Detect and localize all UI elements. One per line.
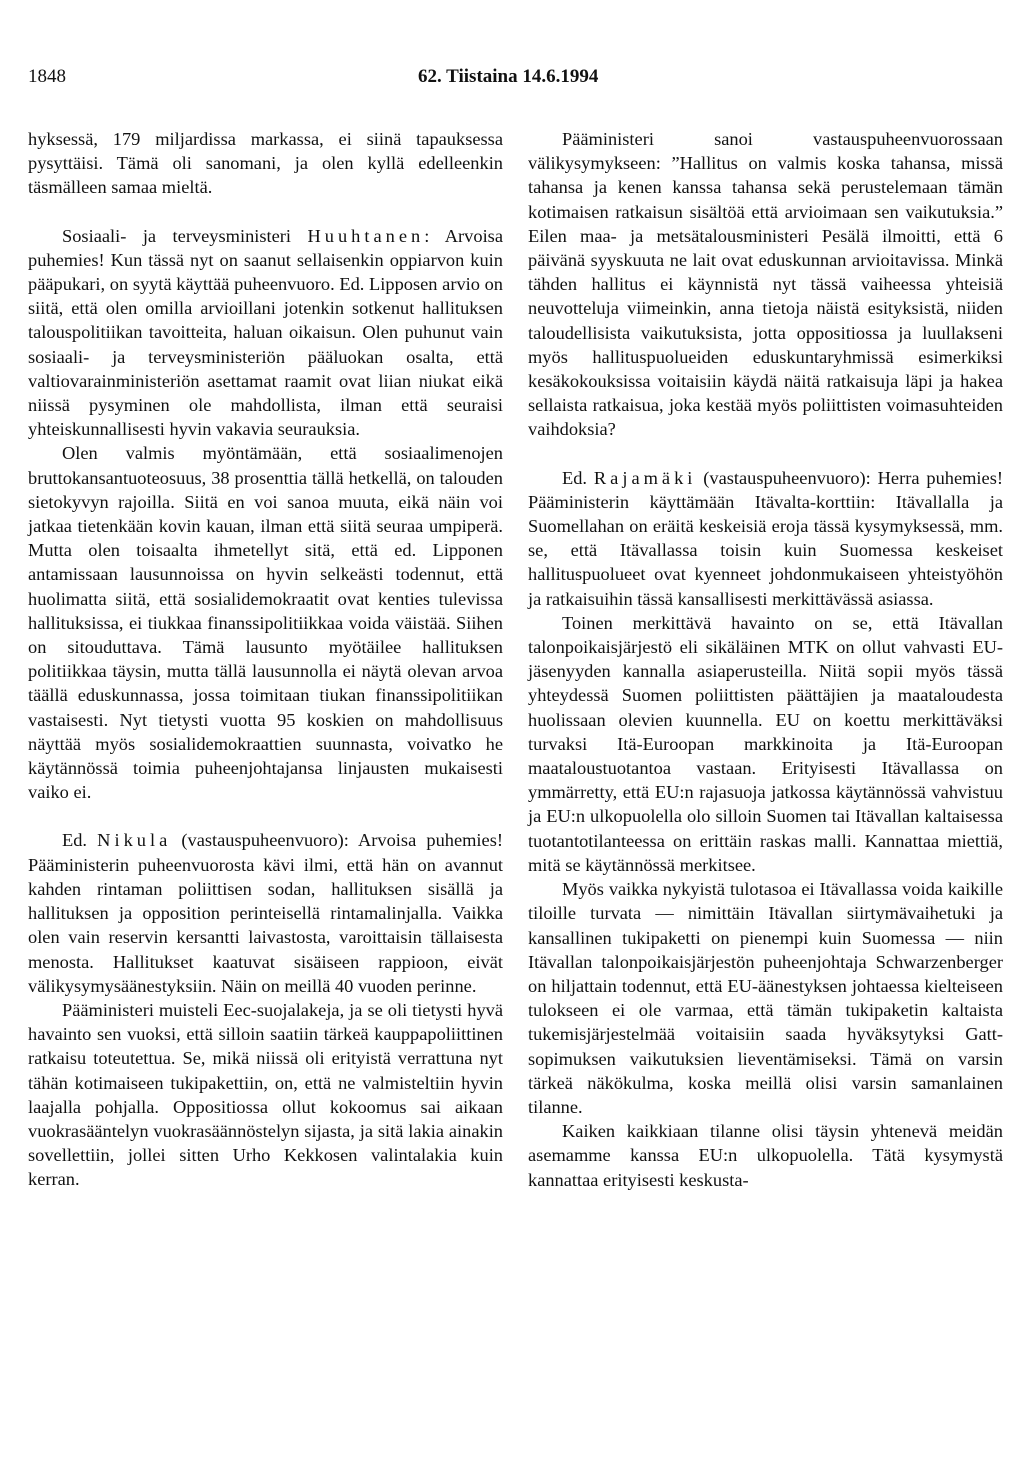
speaker-title: Ed. <box>62 830 88 851</box>
session-title: 62. Tiistaina 14.6.1994 <box>418 66 599 87</box>
speech-text: (vastauspuheenvuoro): Arvoisa puhemies! Pääministerin puheenvuorosta kävi ilmi, että hän on avannut kahden rintaman poliittisen sodan, hallituksen sisällä ja hallituksen ja opposition perinteisellä rintamalinjalla. Vaikka olen vain reservin kersantti laivastosta, varoittaisin tällaisesta menosta. Hallitukset kaatuvat sisäiseen rappioon, eivät välikysymysäänestyksiin. Näin on meillä 40 vuoden perinne. <box>28 830 503 996</box>
paragraph: Kaiken kaikkiaan tilanne olisi täysin yhtenevä meidän asemamme kanssa EU:n ulkopuolella. Tätä kysymystä kannattaa erityisesti keskusta- <box>528 1121 1003 1190</box>
speech-paragraph <box>528 466 1003 611</box>
paragraph: hyksessä, 179 miljardissa markassa, ei siinä tapauksessa pysyttäisi. Tämä oli sanomani, ja olen kyllä edelleenkin täsmälleen samaa mieltä. <box>28 129 503 198</box>
speaker-name: Huuhtanen <box>307 225 425 246</box>
paragraph: Olen valmis myöntämään, että sosiaalimenojen bruttokansantuoteosuus, 38 prosenttia tällä hetkellä, on talouden sietokyvyn rajoilla. Siitä en voi sanoa muuta, eikä näin voi jatkaa tietenkään kovin kauan, ilman että siitä seuraa umpiperä. Mutta olen toisaalta ihmetellyt sitä, että ed. Lipponen antamissaan lausunnoissa on hyvin selkeästi todennut, että huolimatta siitä, että sosialidemokraatit ovat kenties tulevissa hallituksissa, ei tiukkaa finanssipolitiikkaa voida väistää. Siihen on sitouduttava. Tämä lausunto myötäilee hallituksen politiikkaa täysin, mutta tällä lausunnolla ei näytä olevan arvoa täällä eduskunnassa, jossa toimitaan tiukan finanssipolitiikan vastaisesti. Nyt tietysti vuotta 95 koskien on mahdollisuus näyttää myös sosialidemokraattien suunnasta, voivatko he käytännössä toimia puheenjohtajansa linjausten mukaisesti vaiko ei. <box>28 443 503 803</box>
speaker-name: Nikula <box>97 830 172 851</box>
left-column <box>28 127 503 1192</box>
page-header <box>28 66 1006 94</box>
page-number: 1848 <box>28 66 66 87</box>
paragraph: Myös vaikka nykyistä tulotasoa ei Itävallassa voida kaikille tiloille turvata — nimittäin Itävallan siirtymävaihetuki ja kansallinen tukipaketti on pienempi kuin Suomessa — niin Itävallan talonpoikaisjärjestön puheenjohtaja Schwarzenberger on hiljattain todennut, että EU-äänestyksen johtaessa kielteiseen tulokseen ei ole varmaa, että tämän tukipaketin kaltaista tukemisjärjestelmää voitaisiin saada hyväksytyksi Gatt-sopimuksen vaikutuksien lieventämiseksi. Tämä on varsin tärkeä näkökulma, koska meillä olisi varsin samanlainen tilanne. <box>528 879 1003 1117</box>
speech-paragraph <box>28 828 503 997</box>
right-column <box>528 127 1003 1192</box>
speech-paragraph <box>28 224 503 442</box>
paragraph: Toinen merkittävä havainto on se, että Itävallan talonpoikaisjärjestö eli sikäläinen MTK on ollut vahvasti EU-jäsenyyden kannalla asiaperusteilla. Niitä sopii myös tässä yhteydessä Suomen poliittisten päättäjien ja maataloudesta huolissaan olevien kuunnella. EU on koettu merkittäväksi turvaksi Itä-Euroopan markkinoita ja Itä-Euroopan maataloustuotantoa vastaan. Erityisesti Itävallassa on ymmärretty, että EU:n rajasuoja jatkossa käytännössä vahvistuu ja EU:n ulkopuolella olo silloin Suomen tai Itävallan kaltaisessa tuotantotilanteessa on erittäin raskas malli. Kannattaa miettiä, mitä se käytännössä merkitsee. <box>528 612 1003 875</box>
speech-text: : Arvoisa puhemies! Kun tässä nyt on saanut sellaisenkin oppiarvon kuin pääpukari, on syytä käyttää puheenvuoro. Ed. Lipposen arvio on siitä, että olen omilla arvioillani jotenkin sotkenut hallituksen talouspolitiikan tavoitteita, haluan oikaisun. Olen puhunut vain sosiaali- ja terveysministeriön pääluokan osalta, että valtiovarainministeriön asettamat raamit ovat liian niukat eikä niissä pysyminen ole mahdollista, ilman että seuraisi yhteiskunnallisesti hyvin vakavia seurauksia. <box>28 225 503 440</box>
paragraph: Pääministeri sanoi vastauspuheenvuorossaan välikysymykseen: ”Hallitus on valmis koska tahansa, missä tahansa ja kenen kanssa tahansa sekä perustelemaan tämän kotimaisen ratkaisun sisältöä että arvioimaan sen vaikutuksia.” Eilen maa- ja metsätalousministeri Pesälä ilmoitti, että 6 päivänä syyskuuta ne lait ovat eduskunnan arvioitavissa. Minkä tähden hallitus ei käynnistä nyt tässä vaiheessa yhteisiä neuvotteluja viimeinkin, anna tietoja näistä esityksistä, niiden taloudellisista vaikutuksista, jotta oppositiossa ja luullakseni myös hallituspuolueiden eduskuntaryhmissä esimerkiksi kesäkokouksissa voitaisiin käydä näitä ratkaisuja läpi ja hakea sellaista ratkaisua, joka kestää myös poliittisten voimasuhteiden vaihdoksia? <box>528 129 1003 440</box>
paragraph: Pääministeri muisteli Eec-suojalakeja, ja se oli tietysti hyvä havainto sen vuoksi, että silloin saatiin tärkeä kauppapoliittinen ratkaisu toteutettua. Se, mikä niissä oli erityistä verrattuna nyt tähän kotimaiseen tukipakettiin, on, että ne valmisteltiin hyvin laajalla pohjalla. Oppositiossa ollut kokoomus sai aikaan vuokrasääntelyn vuokrasäännöstelyn sijasta, ja sitä lakia ainakin sovellettiin, jollei sitten Urho Kekkosen valintalakia kuin kerran. <box>28 999 503 1190</box>
speaker-title: Sosiaali- ja terveysministeri <box>62 225 292 246</box>
speaker-name: Rajamäki <box>593 467 697 488</box>
speech-text: (vastauspuheenvuoro): Herra puhemies! Pääministerin käyttämään Itävalta-korttiin: Itävallalla ja Suomellahan on eräitä keskeisiä eroja tässä kysymyksessä, mm. se, että Itävallassa toisin kuin Suomessa keskeiset hallituspuolueet ovat kyenneet johdonmukaiseen yhteistyöhön ja ratkaisuihin tässä kansallisesti merkittävässä asiassa. <box>528 467 1003 609</box>
speaker-title: Ed. <box>562 467 588 488</box>
